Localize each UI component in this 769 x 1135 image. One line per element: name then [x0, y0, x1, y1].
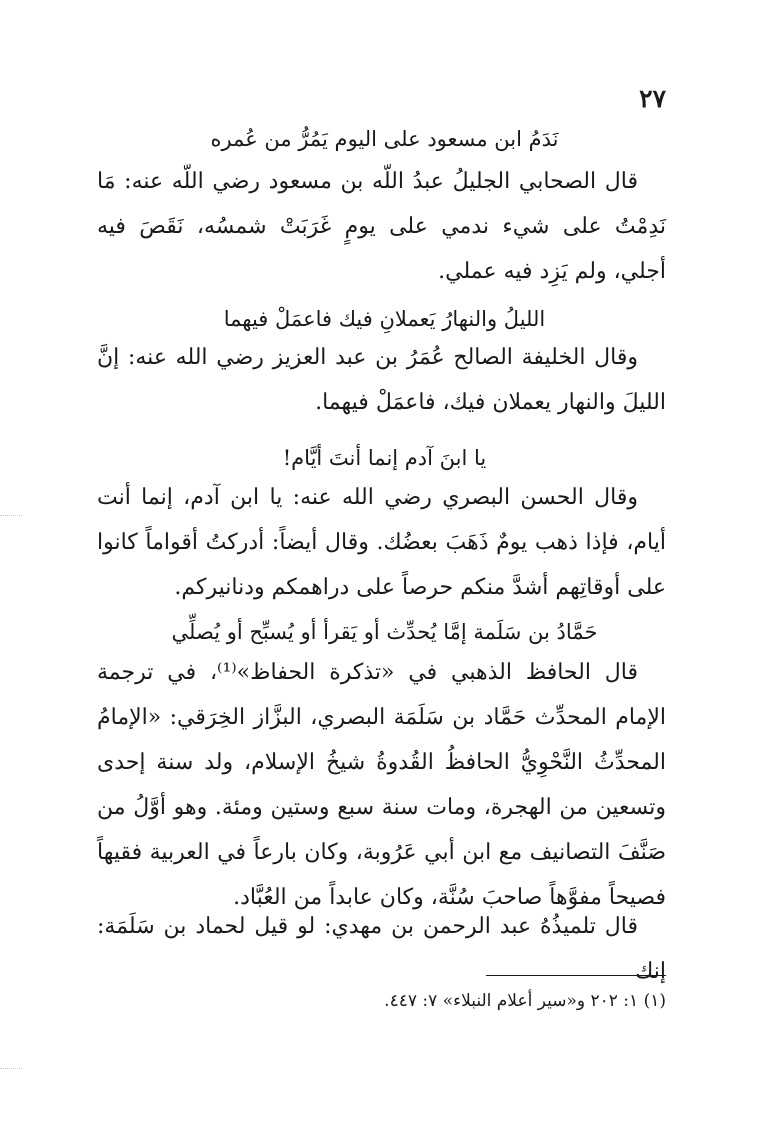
section-paragraph: قال تلميذُهُ عبد الرحمن بن مهدي: لو قيل لحماد بن سَلَمَة: إنك: [97, 914, 666, 984]
footnote-separator: [486, 975, 666, 976]
scan-margin-mark: [0, 1068, 22, 1069]
section-paragraph: قال الحافظ الذهبي في «تذكرة الحفاظ»⁽¹⁾، في ترجمة الإمام المحدِّث حَمَّاد بن سَلَمَة البصري، البزَّاز الخِرَقي: «الإمامُ المحدِّثُ النَّحْوِيُّ الحافظُ القُدوةُ شيخُ الإسلام، ولد سنة إحدى وتسعين من الهجرة، ومات سنة سبع وستين ومئة. وهو أوَّلُ من صَنَّفَ التصانيف مع ابن أبي عَرُوبة، وكان بارعاً في العربية فقيهاً فصيحاً مفوَّهاً صاحبَ سُنَّة، وكان عابداً من العُبَّاد.: [97, 660, 666, 910]
section-heading: الليلُ والنهارُ يَعملانِ فيك فاعمَلْ فيهما: [223, 307, 546, 331]
section-heading: يا ابنَ آدم إنما أنتَ أيَّام!: [282, 446, 487, 470]
footnote: (١) ١: ٢٠٢ و«سير أعلام النبلاء» ٧: ٤٤٧.: [384, 991, 666, 1011]
section-paragraph: وقال الخليفة الصالح عُمَرُ بن عبد العزيز رضي الله عنه: إنَّ الليلَ والنهار يعملان فيك، فاعمَلْ فيهما.: [97, 345, 666, 415]
section-heading: حَمَّادُ بن سَلَمة إمَّا يُحدِّث أو يَقرأ أو يُسبِّح أو يُصلِّي: [171, 620, 598, 644]
section-paragraph: وقال الحسن البصري رضي الله عنه: يا ابن آدم، إنما أنت أيام، فإذا ذهب يومٌ ذَهَبَ بعضُك. وقال أيضاً: أدركتُ أقواماً كانوا على أوقاتِهم أشدَّ منكم حرصاً على دراهمكم ودنانيركم.: [97, 485, 666, 600]
page-number: ٢٧: [639, 84, 666, 113]
section-paragraph: قال الصحابي الجليلُ عبدُ اللّه بن مسعود رضي اللّه عنه: مَا نَدِمْتُ على شيء ندمي على يومٍ غَرَبَتْ شمسُه، نَقَصَ فيه أجلي، ولم يَزِد فيه عملي.: [97, 169, 666, 284]
scan-margin-mark: [0, 515, 22, 516]
section-heading: نَدَمُ ابن مسعود على اليوم يَمُرُّ من عُمره: [210, 127, 559, 151]
